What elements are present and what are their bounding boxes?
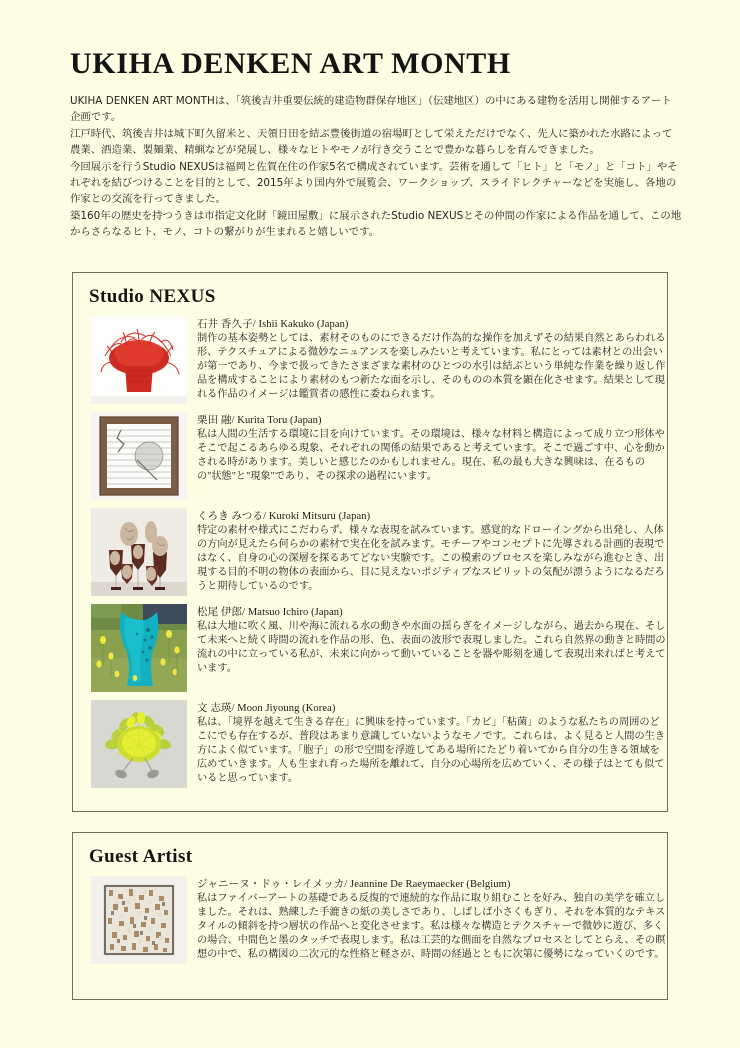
artist-info	[197, 508, 667, 594]
list-item	[73, 316, 667, 404]
artist-list-studio-nexus	[73, 316, 667, 788]
artist-statement: 制作の基本姿勢としては、素材そのものにできるだけ作為的な操作を加えずその結果自然とあらわれる形、テクスチュアによる微妙なニュアンスを楽しみたいと考えています。私にとっては素材との出会いが第一であり、今まで扱ってきたさまざまな素材のひとつの水引は結ぶという単純な作業を繰り返し作品を構成することにより素材のもつ新たな面を示し、そのものの本質を顕在化させます。結果として現れる作品のイメージは鑑賞者の感性に委ねられます。	[197, 333, 666, 400]
section-heading-guest-artist: Guest Artist	[89, 846, 193, 867]
artist-info	[197, 876, 667, 962]
artwork-wall-mounted-shields	[91, 508, 187, 596]
page-title: UKIHA DENKEN ART MONTH	[70, 47, 511, 80]
artist-info	[197, 316, 667, 402]
section-heading-studio-nexus: Studio NEXUS	[89, 286, 216, 307]
artist-list-guest-artist	[73, 876, 667, 964]
artist-name: くろき みつる/ Kuroki Mitsuru (Japan)	[197, 511, 371, 522]
artwork-framed-striped-panel	[91, 412, 187, 500]
artist-name: 文 志瑛/ Moon Jiyoung (Korea)	[197, 703, 336, 714]
artist-name: ジャニーヌ・ドゥ・レイメッカ/ Jeannine De Raeymaecker (Belgium)	[197, 879, 511, 890]
header	[70, 48, 680, 80]
intro-paragraph-2: 江戸時代、筑後吉井は城下町久留米と、天領日田を結ぶ豊後街道の宿場町として栄えただけでなく、先人に築かれた水路によって農業、酒造業、製麺業、精蝋などが発展し、様々なヒトやモノが行き交うことで豊かな暮らしを育んできました。	[70, 127, 673, 157]
list-item	[73, 604, 667, 692]
section-studio-nexus	[72, 272, 668, 812]
artwork-red-fiber-sculpture	[91, 316, 187, 404]
intro-text	[70, 93, 682, 241]
artwork-textured-square-panel	[91, 876, 187, 964]
list-item	[73, 700, 667, 788]
artist-name: 松尾 伊郎/ Matsuo Ichiro (Japan)	[197, 607, 343, 618]
artwork-yellow-organic-form	[91, 700, 187, 788]
artist-info	[197, 604, 667, 676]
artist-info	[197, 412, 667, 484]
list-item	[73, 876, 667, 964]
artist-name: 石井 香久子/ Ishii Kakuko (Japan)	[197, 319, 349, 330]
artist-statement: 私は、「境界を越えて生きる存在」に興味を持っています。「カビ」「粘菌」のような私たちの周囲のどこにでも存在するが、普段はあまり意識していないようなモノです。これらは、よく見ると人間の生き方によく似ています。「胞子」の形で空間を浮遊してある場所にたどり着いてから自分の生きる領域を広めていきます。人も生まれ育った場所を離れて、自分の心場所を広めていく、その様子はとても似ていると思っています。	[197, 717, 666, 784]
artist-name: 栗田 融/ Kurita Toru (Japan)	[197, 415, 322, 426]
intro-paragraph-4: 築160年の歴史を持つうきは市指定文化財「鏡田屋敷」に展示されたStudio NEXUSとその仲間の作家による作品を通して、この地からさらなるヒト、モノ、コトの繋がりが生まれると嬉しいです。	[70, 209, 682, 239]
artist-statement: 私は大地に吹く風、川や海に流れる水の動きや水面の揺らぎをイメージしながら、過去から現在、そして未来へと続く時間の流れを作品の形、色、表面の波形で表現しました。これら自然界の動きと時間の流れの中に立っている私が、未来に向かって動いていることを器や彫刻を通して表現出来ればと考えています。	[197, 621, 666, 674]
list-item	[73, 508, 667, 596]
section-guest-artist	[72, 832, 668, 1000]
artist-statement: 私は人間の生活する環境に目を向けています。その環境は、様々な材料と構造によって成り立つ形体やそこで起こるあらゆる現象、それぞれの関係の結果であると考えています。そこで過ごす中、心を動かされる時があります。美しいと感じたのかもしれません。現在、私の最も大きな興味は、在るものの"状態"と"現象"であり、その探求の過程にいます。	[197, 429, 665, 482]
artist-statement: 特定の素材や様式にこだわらず、様々な表現を試みています。感覚的なドローイングから出発し、人体の方向が見えたら何らかの素材で実在化を試みます。モチーフやコンセプトに先導される計画的表現ではなく、自身の心の深層を探るあてどない実験です。この模索のプロセスを楽しみながら進むとき、出現する目的不明の物体の表面から、目に見えないポジティブなスピリットの気配が漂うようになるだろうと期待しているのです。	[197, 525, 665, 592]
intro-paragraph-1: UKIHA DENKEN ART MONTHは、「筑後吉井重要伝統的建造物群保存地区」（伝建地区）の中にある建物を活用し開催するアート企画です。	[70, 95, 672, 124]
artist-statement: 私はファイバーアートの基礎である反復的で連続的な作品に取り組むことを好み、独自の美学を確立しました。それは、熟練した手漉きの紙の美しさであり、しばしば小さくもぎり、それを本質的なテキスタイルの傾斜を持つ層状の作品へと変化させます。私は様々な構造とテクスチャーで微妙に遊び、多くの場合、中間色と墨のタッチで表現します。私は工芸的な側面を自然なプロセスとしてとらえ、その瞑想の中で、私の構図の二次元的な性格と軽さが、時間の経過とともに次第に優勢になっていくのです。	[197, 893, 666, 960]
artist-info	[197, 700, 667, 786]
intro-paragraph-3: 今回展示を行うStudio NEXUSは福岡と佐賀在住の作家5名で構成されています。芸術を通して「ヒト」と「モノ」と「コト」やそれぞれを結びつけることを目的として、2015年より国内外で展覧会、ワークショップ、スライドレクチャーなどを実施し、各地の作家との交流を行ってきました。	[70, 160, 678, 206]
list-item	[73, 412, 667, 500]
artwork-turquoise-ceramic-vessel	[91, 604, 187, 692]
